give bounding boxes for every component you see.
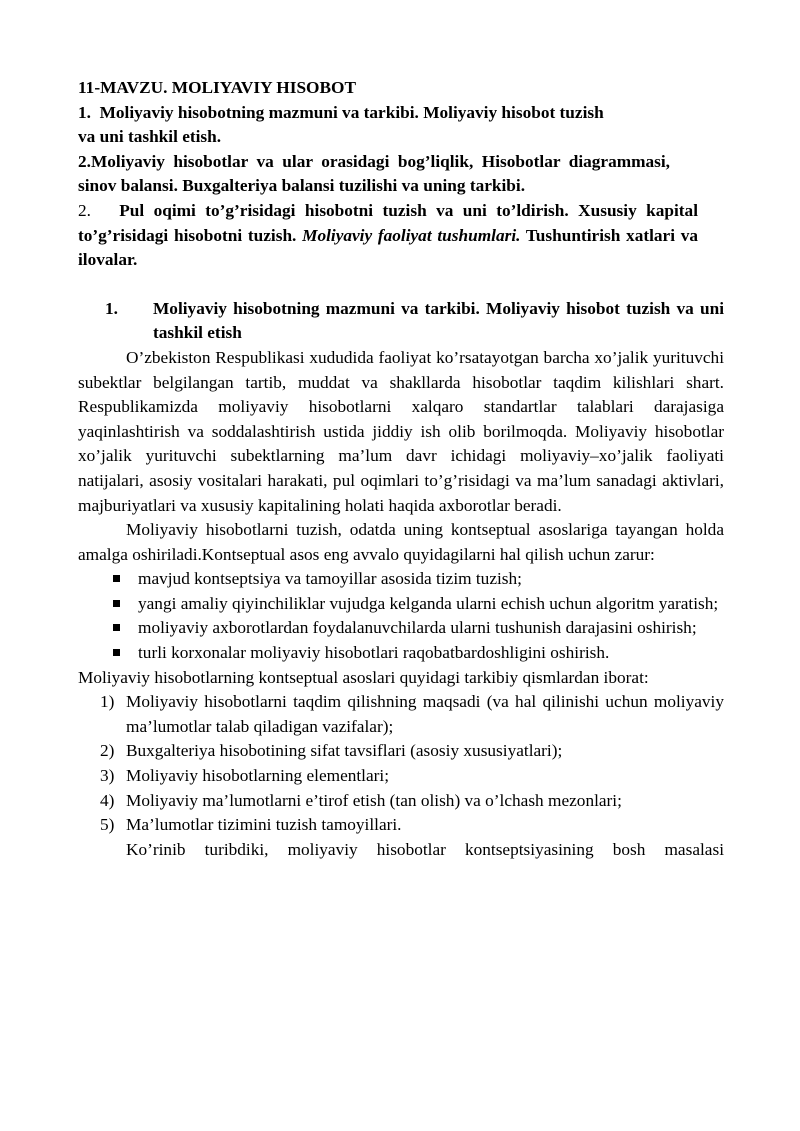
list-item	[78, 789, 724, 814]
list-number: 1)	[100, 692, 115, 712]
square-bullet-icon	[113, 649, 120, 656]
paragraph-3: Moliyaviy hisobotlarning kontseptual asoslari quyidagi tarkibiy qismlardan iborat:	[78, 667, 649, 687]
list-item	[78, 764, 724, 789]
list-item-text: moliyaviy axborotlardan foydalanuvchilarda ularni tushunish darajasini oshirish;	[138, 618, 697, 638]
list-number: 4)	[100, 790, 115, 810]
list-item-text: Moliyaviy ma’lumotlarni e’tirof etish (tan olish) va o’lchash mezonlari;	[126, 790, 622, 810]
section-number: 1.	[105, 298, 118, 318]
outline-item-1	[78, 101, 724, 150]
numbered-list	[78, 690, 724, 838]
outline-text: Moliyaviy hisobotlar va ular orasidagi bog’liqlik, Hisobotlar diagrammasi, sinov balansi. Buxgalteriya balansi tuzilishi va uning tarkibi.	[78, 151, 670, 196]
list-item	[78, 813, 724, 838]
list-item-text: mavjud kontseptsiya va tamoyillar asosida tizim tuzish;	[138, 569, 522, 589]
list-item	[78, 616, 724, 641]
paragraph-1: O’zbekiston Respublikasi xududida faoliyat ko’rsatayotgan barcha xo’jalik yurituvchi subektlar belgilangan tartib, muddat va shakllarda hisobotlar taqdim kilishlari shart. Respublikamizda moliyaviy hisobotlarni xalqaro standartlar talablari darajasiga yaqinlashtirish va soddalashtirish ustida jiddiy ish olib borilmoqda. Moliyaviy hisobotlar xo’jalik yurituvchi subektlarning ma’lum davr ichidagi moliyaviy–xo’jalik faoliyati natijalari, asosiy vositalari harakati, pul oqimlari to’g’risidagi va ma’lum sanadagi aktivlari, majburiyatlari va xususiy kapitalining holati haqida axborotlar beradi.	[78, 347, 724, 515]
outline-text: Moliyaviy hisobotning mazmuni va tarkibi. Moliyaviy hisobot tuzish	[90, 102, 604, 122]
outline-item-3	[78, 199, 703, 273]
square-bullet-icon	[113, 600, 120, 607]
paragraph-4: Ko’rinib turibdiki, moliyaviy hisobotlar kontseptsiyasining bosh masalasi	[126, 839, 724, 859]
outline-text-continued: va uni tashkil etish.	[78, 127, 222, 147]
outline-number: 2.	[78, 200, 91, 220]
bullet-list	[78, 567, 724, 665]
outline-item-2	[78, 150, 670, 199]
square-bullet-icon	[113, 624, 120, 631]
section-heading	[78, 297, 724, 346]
list-item	[78, 567, 724, 592]
list-item	[78, 641, 724, 666]
list-number: 5)	[100, 815, 115, 835]
topic-title: 11-MAVZU. MOLIYAVIY HISOBOT	[78, 78, 356, 97]
outline-text: Pul oqimi to’g’risidagi hisobotni tuzish va uni to’ldirish. Xususiy kapital to’g’risidagi hisobotni tuzish.	[78, 200, 703, 245]
list-number: 3)	[100, 766, 115, 786]
list-item-text: Ma’lumotlar tizimini tuzish tamoyillari.	[126, 815, 402, 835]
section-title: Moliyaviy hisobotning mazmuni va tarkibi. Moliyaviy hisobot tuzish va uni tashkil etish	[153, 298, 724, 343]
outline-text-italic: Moliyaviy faoliyat tushumlari.	[302, 225, 521, 245]
outline-number: 2.	[78, 151, 91, 171]
list-number: 2)	[100, 741, 115, 761]
list-item-text: turli korxonalar moliyaviy hisobotlari raqobatbardoshligini oshirish.	[138, 643, 610, 663]
outline-text-end: Tushuntirish xatlari va ilovalar.	[78, 225, 699, 270]
document-body	[78, 76, 724, 862]
square-bullet-icon	[113, 575, 120, 582]
list-item-text: Moliyaviy hisobotlarni taqdim qilishning maqsadi (va hal qilinishi uchun moliyaviy ma’lumotlar talab qiladigan vazifalar);	[126, 692, 724, 736]
list-item-text: Moliyaviy hisobotlarning elementlari;	[126, 766, 390, 786]
list-item	[78, 592, 724, 617]
list-item-text: yangi amaliy qiyinchiliklar vujudga kelganda ularni echish uchun algoritm yaratish;	[138, 593, 719, 613]
paragraph-2: Moliyaviy hisobotlarni tuzish, odatda uning kontseptual asoslariga tayangan holda amalga oshiriladi.Kontseptual asos eng avvalo quyidagilarni hal qilish uchun zarur:	[78, 520, 724, 564]
topic-outline	[78, 101, 724, 273]
list-item	[78, 739, 724, 764]
outline-number: 1.	[78, 102, 91, 122]
list-item	[78, 690, 724, 739]
list-item-text: Buxgalteriya hisobotining sifat tavsiflari (asosiy xususiyatlari);	[126, 741, 563, 761]
